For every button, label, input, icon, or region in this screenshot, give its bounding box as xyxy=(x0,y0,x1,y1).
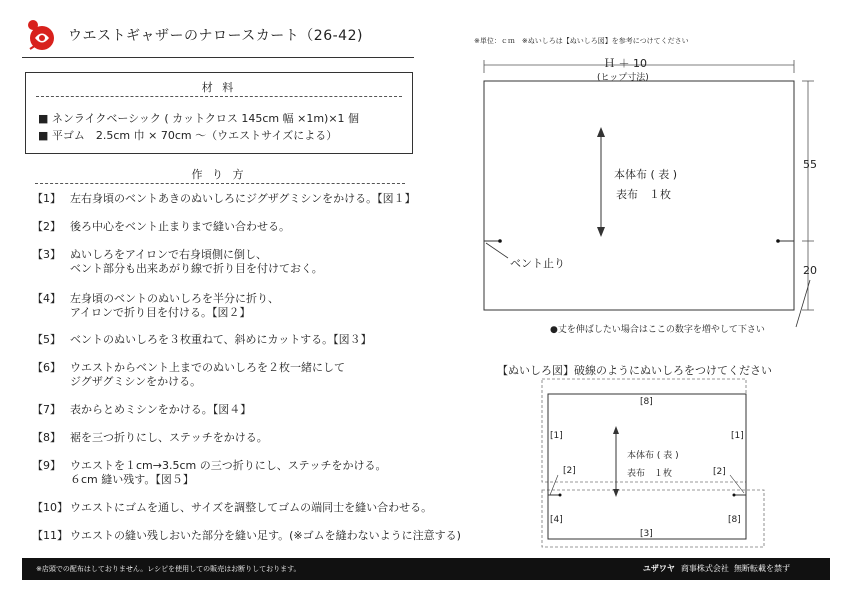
title-divider xyxy=(22,57,414,58)
footer-brand: ユザワヤ xyxy=(642,564,675,573)
step-text: ウエストにゴムを通し、サイズを調整してゴムの端同士を縫い合わせる。 xyxy=(70,501,433,514)
footer-rights: 無断転載を禁ず xyxy=(734,564,790,573)
seam-body-count: 表布 １枚 xyxy=(627,469,673,479)
step-text: ウエストを１cm→3.5cm の三つ折りにし、ステッチをかける。 ６cm 縫い残す。【図５】 xyxy=(70,459,387,486)
step-text: ウエストからベント上までのぬいしろを２枚一緒にして ジグザグミシンをかける。 xyxy=(70,361,345,388)
unit-note: ※単位：ｃｍ ※ぬいしろは【ぬいしろ図】を参考につけてください xyxy=(474,37,689,45)
seam-bottom-label: [3] xyxy=(640,529,653,539)
step-number: 【2】 xyxy=(32,220,61,233)
step-6 xyxy=(32,361,345,389)
footer-company xyxy=(643,563,790,574)
seam-br-label: [8] xyxy=(728,515,741,525)
materials-heading: 材 料 xyxy=(201,81,237,94)
step-number: 【9】 xyxy=(32,459,61,472)
seam-right-label: [1] xyxy=(731,431,744,441)
step-text: 表からとめミシンをかける。【図４】 xyxy=(70,403,252,416)
step-number: 【7】 xyxy=(32,403,61,416)
step-4 xyxy=(32,292,279,320)
step-3 xyxy=(32,248,323,276)
step-7 xyxy=(32,403,251,417)
step-text: 左身頃のベントのぬいしろを半分に折り、 アイロンで折り目を付ける。【図２】 xyxy=(70,292,279,319)
width-sublabel: (ヒップ寸法) xyxy=(597,73,649,83)
dim-lower: 20 xyxy=(803,264,817,277)
step-number: 【1】 xyxy=(32,192,61,205)
footer-bar xyxy=(22,558,830,580)
howto-divider xyxy=(35,183,405,184)
page-title: ウエストギャザーのナロースカート（26-42) xyxy=(68,28,363,44)
body-fabric-count: 表布 １枚 xyxy=(616,188,671,201)
seam-heading: 【ぬいしろ図】破線のようにぬいしろをつけてください xyxy=(497,364,772,377)
lengthen-note: ●丈を伸ばしたい場合はここの数字を増やして下さい xyxy=(550,325,765,335)
step-9 xyxy=(32,459,387,487)
step-text: ベントのぬいしろを３枚重ねて、斜めにカットする。【図３】 xyxy=(70,333,372,346)
step-number: 【4】 xyxy=(32,292,61,305)
footer-company-name: 商事株式会社 xyxy=(680,564,729,573)
seam-right2-label: [2] xyxy=(713,467,726,477)
step-text: ぬいしろをアイロンで右身頃側に倒し、 ベント部分も出来あがり線で折り目を付けておく。 xyxy=(70,248,323,275)
seam-left2-label: [2] xyxy=(563,466,576,476)
howto-heading: 作 り 方 xyxy=(191,168,247,181)
step-number: 【5】 xyxy=(32,333,61,346)
material-item-elastic: ■ 平ゴム 2.5cm 巾 × 70cm ～（ウエストサイズによる） xyxy=(38,129,338,142)
step-1 xyxy=(32,192,416,206)
step-10 xyxy=(32,501,432,515)
step-text: ウエストの縫い残しおいた部分を縫い足す。(※ゴムを縫わないように注意する) xyxy=(70,529,461,542)
seam-left-label: [1] xyxy=(550,431,563,441)
step-number: 【10】 xyxy=(32,501,68,514)
step-number: 【11】 xyxy=(32,529,68,542)
materials-box xyxy=(25,72,413,154)
step-11 xyxy=(32,529,461,543)
yuzawaya-logo-icon xyxy=(22,16,62,52)
step-number: 【3】 xyxy=(32,248,61,261)
step-number: 【8】 xyxy=(32,431,61,444)
step-8 xyxy=(32,431,268,445)
body-fabric-label: 本体布 ( 表 ) xyxy=(614,168,678,181)
material-item-fabric: ■ ネンライクベーシック ( カットクロス 145cm 幅 ×1m)×1 個 xyxy=(38,112,360,125)
step-5 xyxy=(32,333,372,347)
step-text: 左右身頃のベントあきのぬいしろにジグザグミシンをかける。【図１】 xyxy=(70,192,416,205)
materials-divider xyxy=(36,96,402,97)
step-2 xyxy=(32,220,290,234)
step-text: 後ろ中心をベント止まりまで縫い合わせる。 xyxy=(70,220,290,233)
step-text: 裾を三つ折りにし、ステッチをかける。 xyxy=(70,431,268,444)
step-number: 【6】 xyxy=(32,361,61,374)
seam-bl-label: [4] xyxy=(550,515,563,525)
seam-body-label: 本体布 ( 表 ) xyxy=(627,451,679,461)
width-label: Ｈ ＋ 10 xyxy=(604,57,647,70)
dim-upper: 55 xyxy=(803,158,817,171)
vent-stop-label: ベント止り xyxy=(510,257,565,270)
seam-top-label: [8] xyxy=(640,397,653,407)
footer-disclaimer: ※店頭での配布はしておりません。レシピを使用しての販売はお断りしております。 xyxy=(36,565,301,573)
